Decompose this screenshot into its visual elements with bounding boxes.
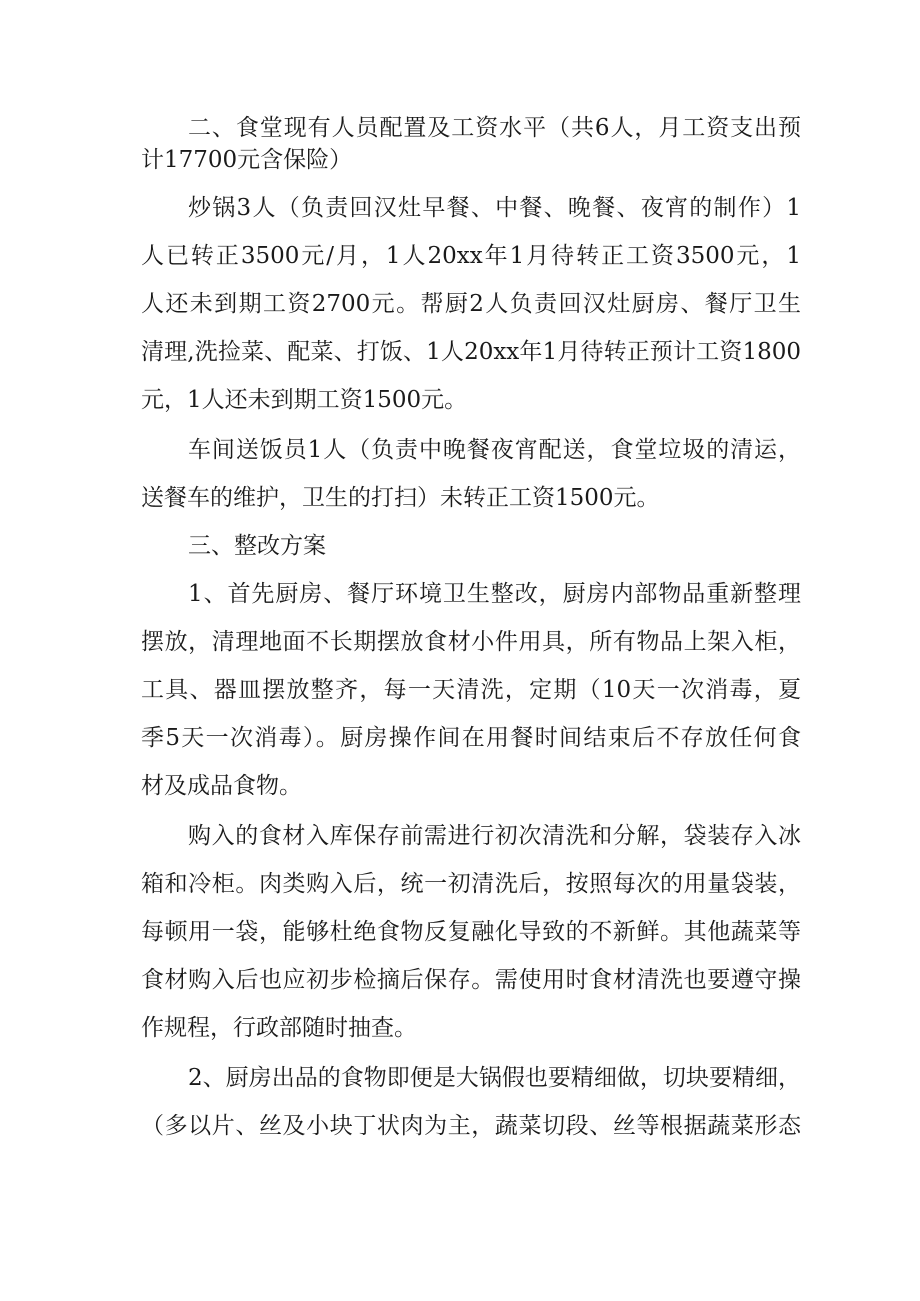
paragraph-line: 炒锅3人（负责回汉灶早餐、中餐、晚餐、夜宵的制作）1 [188, 195, 801, 221]
paragraph-line: 材及成品食物。 [141, 773, 302, 799]
paragraph-line: 购入的食材入库保存前需进行初次清洗和分解，袋装存入冰 [188, 823, 801, 849]
paragraph-line: 送餐车的维护，卫生的打扫）未转正工资1500元。 [141, 485, 660, 511]
paragraph-line: 每顿用一袋，能够杜绝食物反复融化导致的不新鲜。其他蔬菜等 [141, 919, 801, 945]
paragraph-line: 箱和冷柜。肉类购入后，统一初清洗后，按照每次的用量袋装， [141, 871, 801, 897]
paragraph-line: 2、厨房出品的食物即便是大锅假也要精细做，切块要精细， [188, 1065, 801, 1091]
paragraph-line: 工具、器皿摆放整齐，每一天清洗，定期（10天一次消毒，夏 [141, 677, 801, 703]
paragraph-line: （多以片、丝及小块丁状肉为主，蔬菜切段、丝等根据蔬菜形态 [141, 1113, 801, 1139]
paragraph-line: 清理,洗捡菜、配菜、打饭、1人20xx年1月待转正预计工资1800 [141, 339, 801, 365]
section-two-heading: 二、食堂现有人员配置及工资水平（共6人，月工资支出预 [188, 115, 801, 141]
paragraph-line: 作规程，行政部随时抽查。 [141, 1015, 417, 1041]
paragraph-line: 食材购入后也应初步检摘后保存。需使用时食材清洗也要遵守操 [141, 967, 801, 993]
section-two-heading-continued: 计17700元含保险） [141, 147, 353, 173]
section-three-heading: 三、整改方案 [188, 533, 326, 559]
paragraph-line: 元，1人还未到期工资1500元。 [141, 387, 468, 413]
paragraph-line: 人已转正3500元/月，1人20xx年1月待转正工资3500元，1 [141, 243, 801, 269]
paragraph-line: 季5天一次消毒）。厨房操作间在用餐时间结束后不存放任何食 [141, 725, 801, 751]
paragraph-line: 人还未到期工资2700元。帮厨2人负责回汉灶厨房、餐厅卫生 [141, 291, 801, 317]
paragraph-line: 车间送饭员1人（负责中晚餐夜宵配送，食堂垃圾的清运， [188, 437, 801, 463]
paragraph-line: 1、首先厨房、餐厅环境卫生整改，厨房内部物品重新整理 [188, 581, 801, 607]
paragraph-line: 摆放，清理地面不长期摆放食材小件用具，所有物品上架入柜， [141, 629, 801, 655]
